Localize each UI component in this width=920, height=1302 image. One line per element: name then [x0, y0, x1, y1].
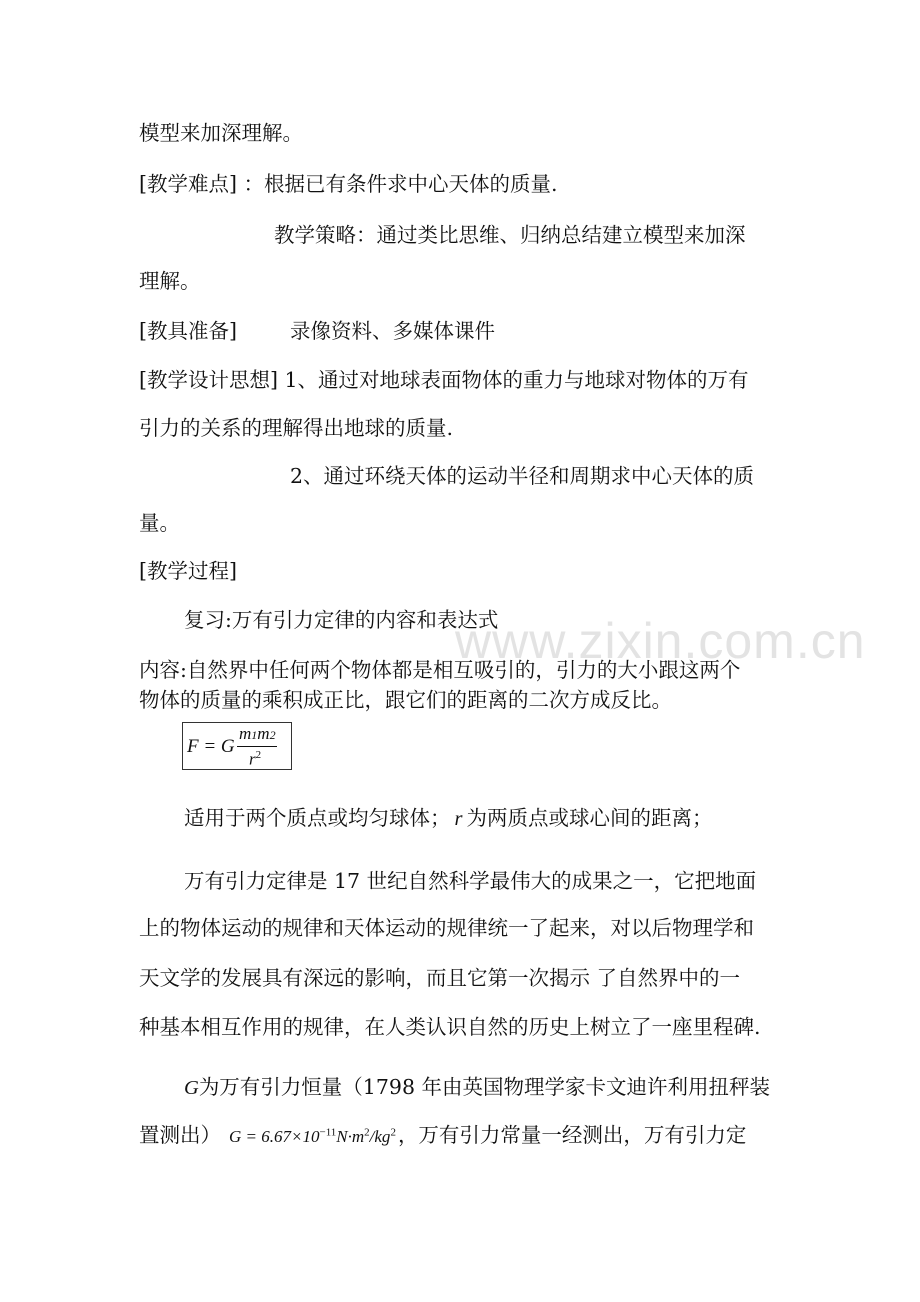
text-line-4: 理解。 — [139, 269, 201, 293]
text-line-3: 教学策略：通过类比思维、归纳总结建立模型来加深 — [274, 223, 746, 247]
text-line-14: 适用于两个质点或均匀球体； r 为两质点或球心间的距离； — [184, 806, 713, 830]
gravitational-constant: $G = 6.67\times 10^{-11}N\cdot m^2/kg^2$ — [229, 1126, 396, 1146]
text-line-17: 天文学的发展具有深远的影响，而且它第一次揭示 了自然界中的一 — [139, 966, 741, 990]
text-line-8: 2、通过环绕天体的运动半径和周期求中心天体的质 — [290, 464, 755, 488]
formula-denominator: $r^2$ — [249, 749, 262, 769]
formula-lhs: F = G — [187, 736, 235, 757]
text-line-16: 上的物体运动的规律和天体运动的规律统一了起来，对以后物理学和 — [139, 916, 754, 940]
text-line-13: 物体的质量的乘积成正比，跟它们的距离的二次方成反比。 — [139, 688, 672, 712]
text-line-2: [教学难点] ：根据已有条件求中心天体的质量. — [139, 172, 558, 196]
text-line-12: 内容:自然界中任何两个物体都是相互吸引的，引力的大小跟这两个 — [139, 658, 741, 682]
text-line-7: 引力的关系的理解得出地球的质量. — [139, 416, 454, 440]
text-line-5-label: [教具准备] — [139, 319, 237, 343]
text-line-10: [教学过程] — [139, 559, 237, 583]
formula-fraction-bar — [237, 746, 277, 747]
text-line-18: 种基本相互作用的规律，在人类认识自然的历史上树立了一座里程碑. — [139, 1015, 761, 1039]
text-line-1: 模型来加深理解。 — [139, 121, 303, 145]
formula-numerator: m1m2 — [239, 724, 276, 743]
text-line-20: 置测出） $G = 6.67\times 10^{-11}N\cdot m^2/kg^2$，万有引力常量一经测出，万有引力定 — [139, 1123, 747, 1147]
text-line-19: G为万有引力恒量（1798 年由英国物理学家卡文迪许利用扭秤装 — [184, 1075, 770, 1099]
watermark: www.zixin.com.cn — [455, 613, 866, 669]
text-line-5-value: 录像资料、多媒体课件 — [290, 319, 495, 343]
text-line-9: 量。 — [139, 511, 180, 535]
text-line-15: 万有引力定律是 17 世纪自然科学最伟大的成果之一，它把地面 — [184, 869, 757, 893]
text-line-6: [教学设计思想] 1、通过对地球表面物体的重力与地球对物体的万有 — [139, 368, 749, 392]
text-line-11: 复习:万有引力定律的内容和表达式 — [184, 608, 499, 632]
